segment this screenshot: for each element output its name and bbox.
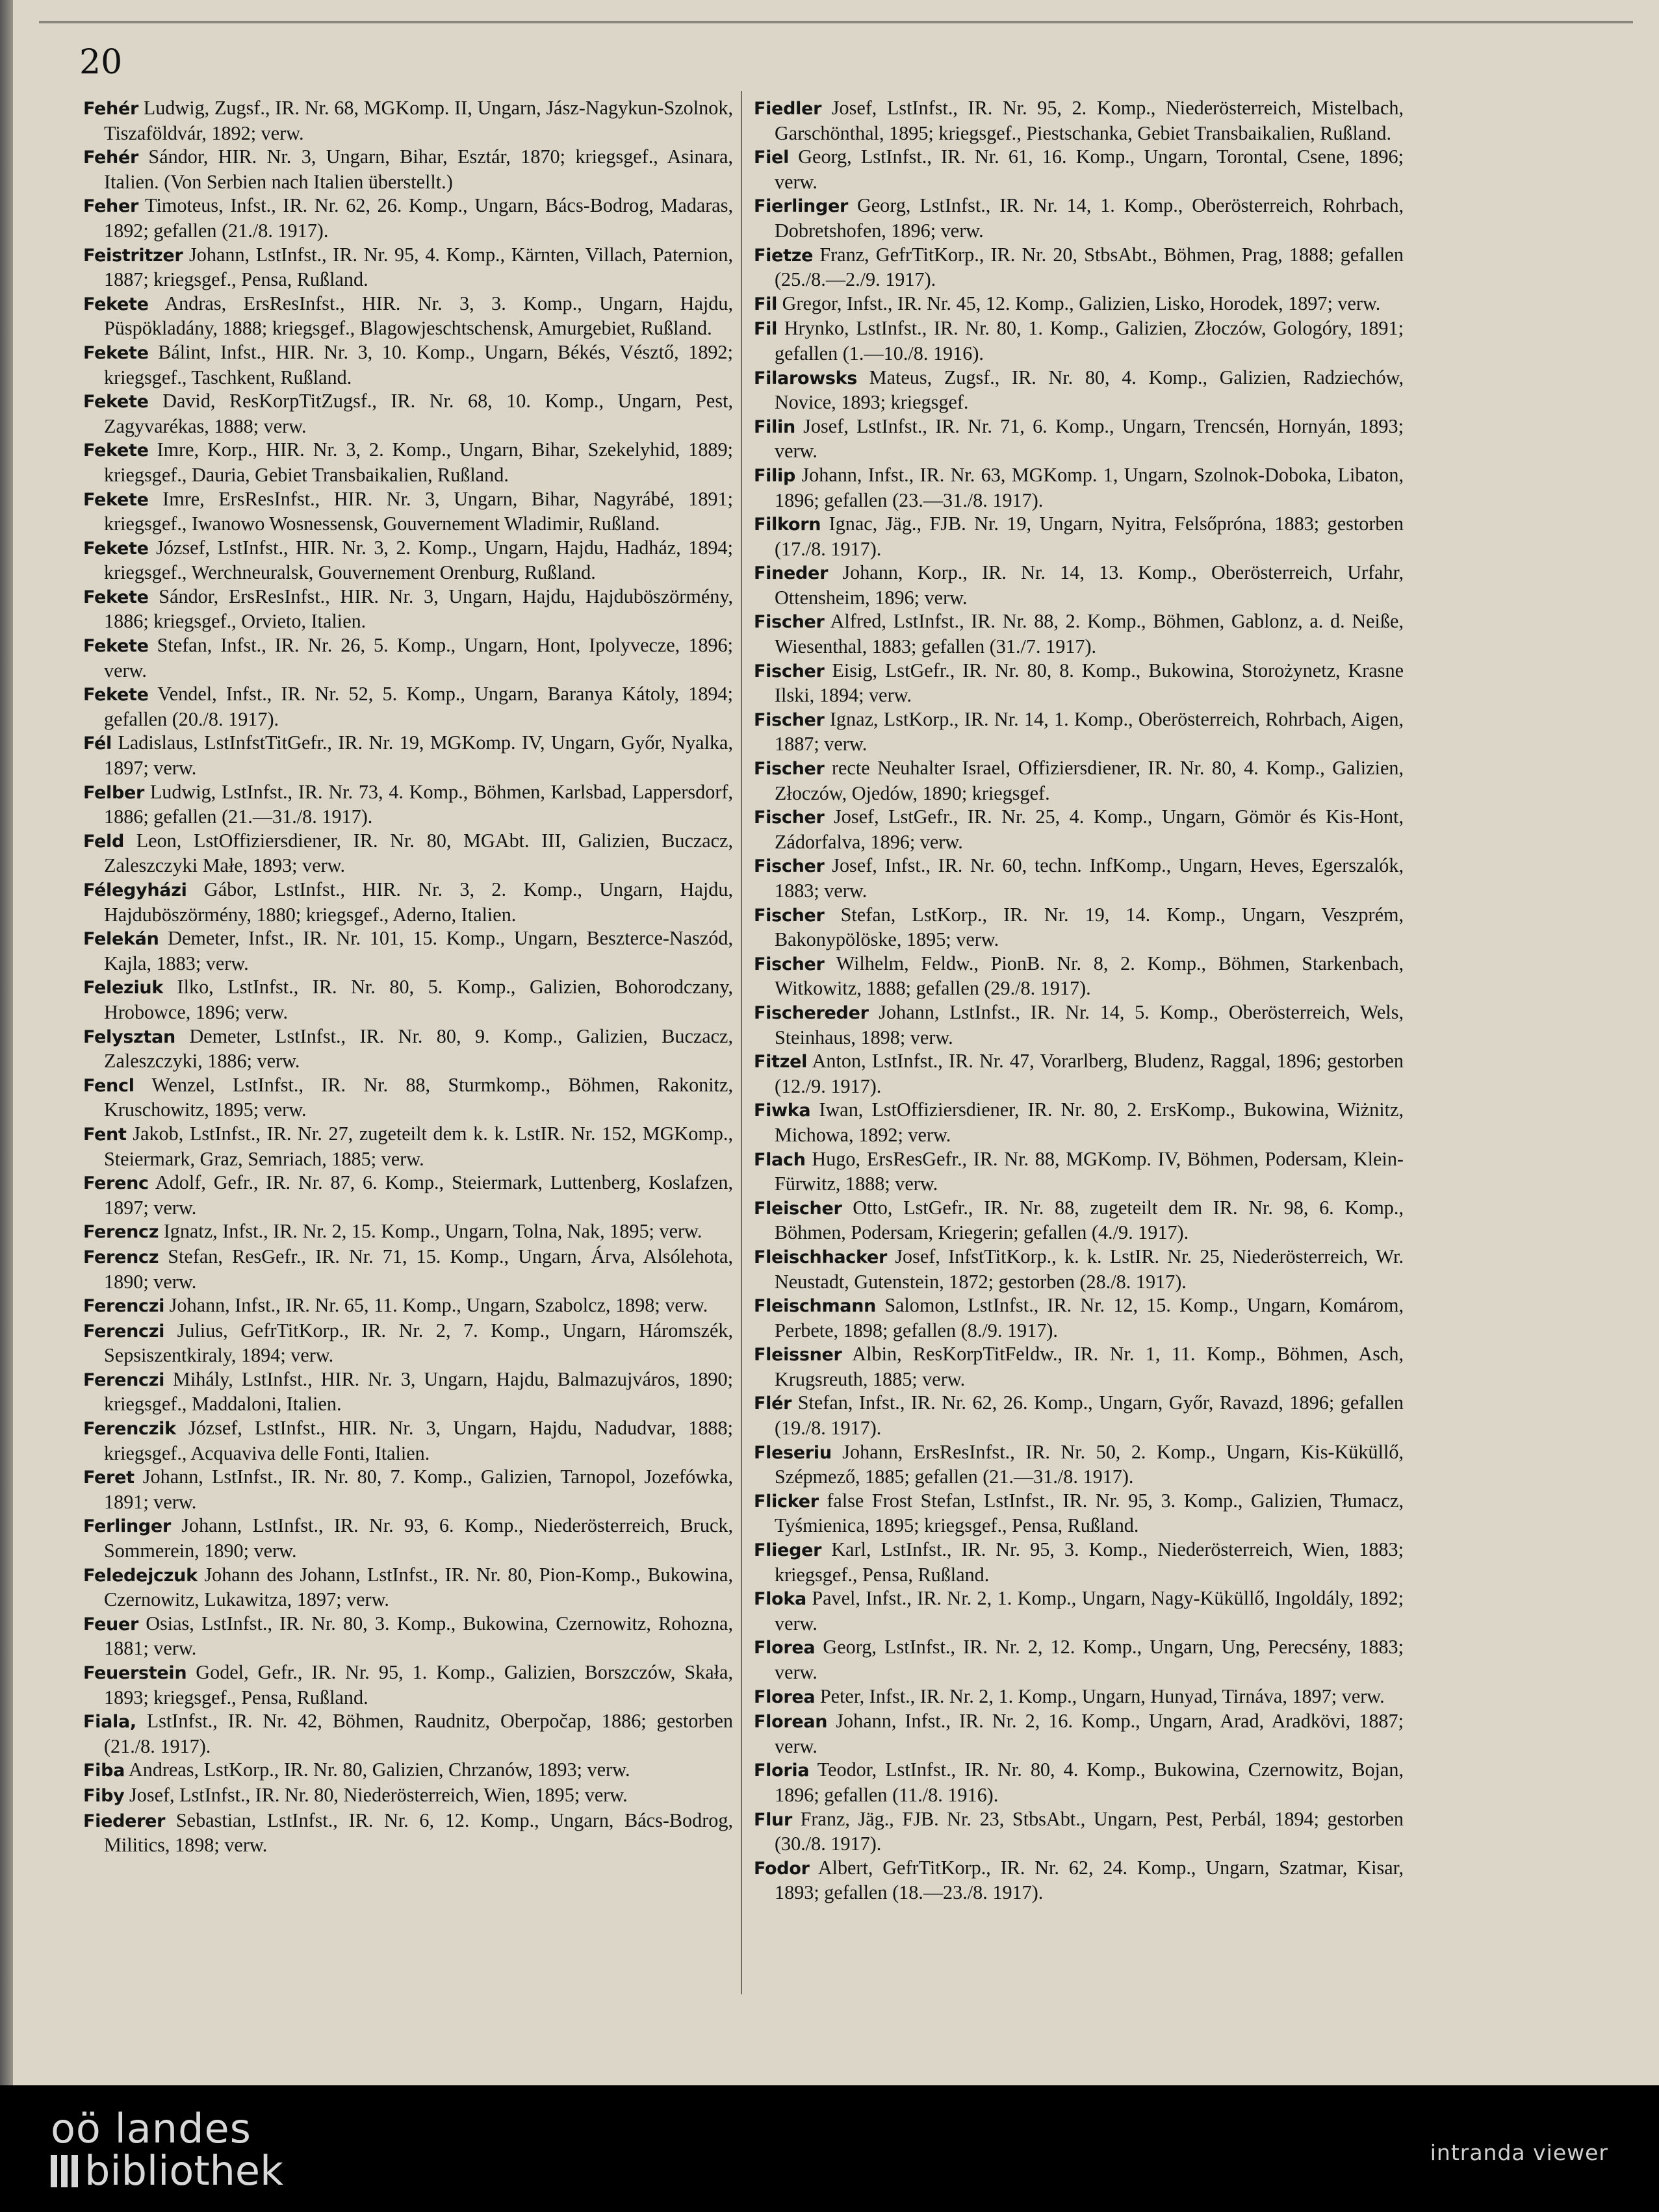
entry-surname: Fekete bbox=[83, 294, 149, 314]
entry-details: Johann, LstInfst., IR. Nr. 80, 7. Komp., Galizien, Tarnopol, Jozefówka, 1891; verw. bbox=[104, 1466, 733, 1513]
register-entry bbox=[754, 463, 1404, 512]
register-entry bbox=[83, 96, 733, 145]
register-entry bbox=[754, 561, 1404, 609]
entry-surname: Fekete bbox=[83, 538, 149, 559]
entry-details: Wenzel, LstInfst., IR. Nr. 88, Sturmkomp., Böhmen, Rakonitz, Kruschowitz, 1895; verw. bbox=[104, 1073, 733, 1121]
register-entry bbox=[754, 609, 1404, 658]
register-entry bbox=[83, 682, 733, 731]
entry-surname: Filip bbox=[754, 465, 796, 486]
register-entry bbox=[83, 1809, 733, 1857]
entry-details: Pavel, Infst., IR. Nr. 2, 1. Komp., Ungarn, Nagy-Küküllő, Ingoldály, 1892; verw. bbox=[775, 1587, 1404, 1634]
register-entry bbox=[754, 1391, 1404, 1440]
entry-details: Ilko, LstInfst., IR. Nr. 80, 5. Komp., Galizien, Bohorodczany, Hrobowce, 1896; verw. bbox=[104, 976, 733, 1023]
entry-surname: Fischer bbox=[754, 709, 825, 730]
entry-surname: Fischer bbox=[754, 905, 825, 926]
register-entry bbox=[754, 952, 1404, 1000]
register-entry bbox=[83, 340, 733, 389]
register-entry bbox=[754, 854, 1404, 902]
register-entry bbox=[83, 1660, 733, 1709]
entry-surname: Fleissner bbox=[754, 1345, 842, 1366]
register-entry bbox=[754, 1635, 1404, 1684]
entry-details: Jakob, LstInfst., IR. Nr. 27, zugeteilt dem k. k. LstIR. Nr. 152, MGKomp., Steiermark, Graz, Semriach, 1885; verw. bbox=[104, 1122, 733, 1170]
entry-surname: Fitzel bbox=[754, 1052, 808, 1073]
entry-surname: Fiba bbox=[83, 1761, 125, 1781]
register-entry bbox=[754, 96, 1404, 145]
register-entry bbox=[754, 1856, 1404, 1905]
entry-details: Albert, GefrTitKorp., IR. Nr. 62, 24. Komp., Ungarn, Szatmar, Kisar, 1893; gefallen (18.—23./8. 1917). bbox=[775, 1856, 1404, 1904]
register-entry bbox=[83, 194, 733, 242]
entry-surname: Fischer bbox=[754, 807, 825, 828]
entry-details: Imre, ErsResInfst., HIR. Nr. 3, Ungarn, Bihar, Nagyrábé, 1891; kriegsgef., Iwanowo Wosnessensk, Gouvernement Wladimir, Rußland. bbox=[104, 487, 733, 535]
entry-details: Andreas, LstKorp., IR. Nr. 80, Galizien, Chrzanów, 1893; verw. bbox=[125, 1759, 630, 1781]
entry-details: Franz, Jäg., FJB. Nr. 23, StbsAbt., Ungarn, Pest, Perbál, 1894; gestorben (30./8. 1917). bbox=[775, 1807, 1404, 1855]
entry-details: Johann, Infst., IR. Nr. 65, 11. Komp., Ungarn, Szabolcz, 1898; verw. bbox=[164, 1294, 708, 1317]
register-entry bbox=[83, 292, 733, 340]
entry-details: Adolf, Gefr., IR. Nr. 87, 6. Komp., Steiermark, Luttenberg, Koslafzen, 1897; verw. bbox=[104, 1171, 733, 1219]
entry-details: Josef, LstInfst., IR. Nr. 71, 6. Komp., Ungarn, Trencsén, Hornyán, 1893; verw. bbox=[775, 414, 1404, 463]
entry-surname: Fekete bbox=[83, 392, 149, 413]
entry-surname: Fietze bbox=[754, 245, 814, 266]
entry-details: Iwan, LstOffiziersdiener, IR. Nr. 80, 2. ErsKomp., Bukowina, Wiżnitz, Michowa, 1892; verw. bbox=[775, 1099, 1404, 1146]
entry-surname: Fiel bbox=[754, 147, 790, 168]
entry-details: Alfred, LstInfst., IR. Nr. 88, 2. Komp., Böhmen, Gablonz, a. d. Neiße, Wiesenthal, 1883; gefallen (31./7. 1917). bbox=[775, 610, 1404, 658]
entry-surname: Ferenczi bbox=[83, 1296, 165, 1317]
entry-surname: Flieger bbox=[754, 1540, 822, 1561]
entry-details: Johann, LstInfst., IR. Nr. 95, 4. Komp., Kärnten, Villach, Paternion, 1887; kriegsgef., Pensa, Rußland. bbox=[104, 243, 733, 291]
entry-details: Gábor, LstInfst., HIR. Nr. 3, 2. Komp., Ungarn, Hajdu, Hajduböszörmény, 1880; kriegsgef., Aderno, Italien. bbox=[104, 878, 733, 926]
entry-details: Ladislaus, LstInfstTitGefr., IR. Nr. 19, MGKomp. IV, Ungarn, Győr, Nyalka, 1897; verw. bbox=[104, 731, 733, 780]
entry-details: Julius, GefrTitKorp., IR. Nr. 2, 7. Komp., Ungarn, Háromszék, Sepsiszentkiraly, 1894; verw. bbox=[104, 1319, 733, 1367]
entry-details: Gregor, Infst., IR. Nr. 45, 12. Komp., Galizien, Lisko, Horodek, 1897; verw. bbox=[777, 292, 1381, 314]
entry-surname: Ferlinger bbox=[83, 1516, 171, 1537]
entry-details: József, LstInfst., HIR. Nr. 3, Ungarn, Hajdu, Nadudvar, 1888; kriegsgef., Acquaviva delle Fonti, Italien. bbox=[104, 1417, 733, 1464]
entry-surname: Felysztan bbox=[83, 1026, 175, 1047]
entry-details: Franz, GefrTitKorp., IR. Nr. 20, StbsAbt., Böhmen, Prag, 1888; gefallen (25./8.—2./9. 1917). bbox=[775, 243, 1404, 291]
entry-details: Stefan, LstKorp., IR. Nr. 19, 14. Komp., Ungarn, Veszprém, Bakonypölöske, 1895; verw. bbox=[775, 903, 1404, 951]
register-entry bbox=[83, 243, 733, 292]
register-entry bbox=[83, 975, 733, 1024]
library-logo[interactable] bbox=[51, 2105, 283, 2194]
entry-details: Sebastian, LstInfst., IR. Nr. 6, 12. Komp., Ungarn, Bács-Bodrog, Militics, 1898; verw. bbox=[104, 1809, 733, 1857]
register-entry bbox=[83, 878, 733, 926]
register-entry bbox=[754, 1758, 1404, 1807]
entry-surname: Flach bbox=[754, 1149, 806, 1170]
entry-details: Johann, Infst., IR. Nr. 63, MGKomp. 1, Ungarn, Szolnok-Doboka, Libaton, 1896; gefallen (23.—31./8. 1917). bbox=[775, 463, 1404, 511]
register-entry bbox=[83, 585, 733, 633]
entry-details: LstInfst., IR. Nr. 42, Böhmen, Raudnitz, Oberpočap, 1886; gestorben (21./8. 1917). bbox=[104, 1710, 733, 1757]
register-entry bbox=[754, 903, 1404, 952]
entry-details: Salomon, LstInfst., IR. Nr. 12, 15. Komp., Ungarn, Komárom, Perbete, 1898; gefallen (8./9. 1917). bbox=[775, 1294, 1404, 1341]
entry-surname: Ferenc bbox=[83, 1173, 149, 1194]
entry-details: József, LstInfst., HIR. Nr. 3, 2. Komp., Ungarn, Hajdu, Hadház, 1894; kriegsgef., Werchneuralsk, Gouvernement Orenburg, Rußland. bbox=[104, 536, 733, 584]
entry-surname: Florea bbox=[754, 1638, 816, 1659]
entry-surname: Florean bbox=[754, 1712, 828, 1733]
entry-details: Josef, Infst., IR. Nr. 60, techn. InfKomp., Ungarn, Heves, Egerszalók, 1883; verw. bbox=[775, 854, 1404, 902]
entry-surname: Felekán bbox=[83, 929, 159, 950]
entry-details: Georg, LstInfst., IR. Nr. 2, 12. Komp., Ungarn, Ung, Perecsény, 1883; verw. bbox=[775, 1636, 1404, 1683]
entry-details: Sándor, ErsResInfst., HIR. Nr. 3, Ungarn, Hajdu, Hajduböszörmény, 1886; kriegsgef., Orvieto, Italien. bbox=[104, 585, 733, 633]
entry-details: Anton, LstInfst., IR. Nr. 47, Vorarlberg, Bludenz, Raggal, 1896; gestorben (12./9. 1917). bbox=[775, 1050, 1404, 1097]
register-entry bbox=[83, 1245, 733, 1293]
entry-surname: Fleischer bbox=[754, 1198, 842, 1219]
entry-surname: Fél bbox=[83, 733, 112, 754]
entry-surname: Ferenczi bbox=[83, 1321, 165, 1341]
entry-details: Peter, Infst., IR. Nr. 2, 1. Komp., Ungarn, Hunyad, Tirnáva, 1897; verw. bbox=[815, 1684, 1385, 1707]
entry-surname: Filarowsks bbox=[754, 368, 858, 388]
register-entry bbox=[754, 194, 1404, 242]
register-entry bbox=[754, 1538, 1404, 1586]
register-entry bbox=[754, 1586, 1404, 1635]
entry-details: Stefan, Infst., IR. Nr. 26, 5. Komp., Ungarn, Hont, Ipolyvecze, 1896; verw. bbox=[104, 634, 733, 681]
register-entry bbox=[83, 1219, 733, 1245]
entry-details: Albin, ResKorpTitFeldw., IR. Nr. 1, 11. Komp., Böhmen, Asch, Krugsreuth, 1885; verw. bbox=[775, 1343, 1404, 1390]
entry-details: Timoteus, Infst., IR. Nr. 62, 26. Komp., Ungarn, Bács-Bodrog, Madaras, 1892; gefallen (21./8. 1917). bbox=[104, 194, 733, 242]
entry-details: Sándor, HIR. Nr. 3, Ungarn, Bihar, Esztár, 1870; kriegsgef., Asinara, Italien. (Von Serbien nach Italien überstellt.) bbox=[104, 146, 733, 193]
entry-surname: Floka bbox=[754, 1589, 806, 1610]
entry-details: Josef, InfstTitKorp., k. k. LstIR. Nr. 25, Niederösterreich, Wr. Neustadt, Gutenstein, 1872; gestorben (28./8. 1917). bbox=[775, 1245, 1404, 1293]
entry-details: Johann, ErsResInfst., IR. Nr. 50, 2. Komp., Ungarn, Kis-Küküllő, Szépmező, 1885; gefallen (21.—31./8. 1917). bbox=[775, 1440, 1404, 1488]
entry-surname: Fineder bbox=[754, 563, 829, 584]
register-entry bbox=[83, 1073, 733, 1122]
entry-details: Wilhelm, Feldw., PionB. Nr. 8, 2. Komp., Böhmen, Starkenbach, Witkowitz, 1888; gefallen (29./8. 1917). bbox=[775, 952, 1404, 1000]
register-entry bbox=[754, 1245, 1404, 1293]
entry-details: Ludwig, LstInfst., IR. Nr. 73, 4. Komp., Böhmen, Karlsbad, Lappersdorf, 1886; gefallen (21.—31./8. 1917). bbox=[104, 780, 733, 828]
entry-details: Bálint, Infst., HIR. Nr. 3, 10. Komp., Ungarn, Békés, Vésztő, 1892; kriegsgef., Taschkent, Rußland. bbox=[104, 340, 733, 388]
register-entry bbox=[83, 1024, 733, 1073]
register-entry bbox=[754, 1049, 1404, 1098]
entry-surname: Fekete bbox=[83, 587, 149, 607]
register-entry bbox=[754, 512, 1404, 561]
entry-details: Demeter, LstInfst., IR. Nr. 80, 9. Komp., Galizien, Buczacz, Zaleszczyki, 1886; verw. bbox=[104, 1024, 733, 1073]
register-entry bbox=[83, 145, 733, 194]
register-entry bbox=[83, 1563, 733, 1612]
entry-details: Eisig, LstGefr., IR. Nr. 80, 8. Komp., Bukowina, Storożynetz, Krasne Ilski, 1894; verw. bbox=[775, 659, 1404, 707]
entry-surname: Fehér bbox=[83, 147, 139, 168]
entry-surname: Fleseriu bbox=[754, 1442, 832, 1463]
entry-details: Johann, LstInfst., IR. Nr. 93, 6. Komp., Niederösterreich, Bruck, Sommerein, 1890; verw. bbox=[104, 1514, 733, 1562]
register-entry bbox=[83, 438, 733, 487]
entry-surname: Fent bbox=[83, 1124, 127, 1145]
entry-surname: Fil bbox=[754, 294, 778, 314]
register-entry bbox=[83, 1612, 733, 1660]
entry-details: recte Neuhalter Israel, Offiziersdiener, IR. Nr. 80, 4. Komp., Galizien, Złoczów, Ojedów, 1890; kriegsgef. bbox=[775, 757, 1404, 804]
entry-surname: Feld bbox=[83, 831, 125, 852]
register-entry bbox=[83, 536, 733, 585]
register-entry bbox=[83, 1122, 733, 1171]
entry-surname: Feuer bbox=[83, 1614, 139, 1634]
register-entry bbox=[83, 1171, 733, 1219]
entry-surname: Feledejczuk bbox=[83, 1565, 198, 1586]
register-entry bbox=[754, 805, 1404, 854]
column-right bbox=[754, 96, 1404, 1905]
register-entry bbox=[83, 1465, 733, 1514]
register-entry bbox=[83, 829, 733, 878]
entry-details: Ignac, Jäg., FJB. Nr. 19, Ungarn, Nyitra, Felsőpróna, 1883; gestorben (17./8. 1917). bbox=[775, 513, 1404, 560]
register-entry bbox=[83, 1416, 733, 1465]
register-entry bbox=[83, 389, 733, 438]
register-entry bbox=[83, 780, 733, 829]
register-entry bbox=[83, 926, 733, 975]
entry-details: Godel, Gefr., IR. Nr. 95, 1. Komp., Galizien, Borszczów, Skała, 1893; kriegsgef., Pensa, Rußland. bbox=[104, 1661, 733, 1709]
entry-details: Ignatz, Infst., IR. Nr. 2, 15. Komp., Ungarn, Tolna, Nak, 1895; verw. bbox=[159, 1220, 702, 1243]
entry-surname: Fiederer bbox=[83, 1811, 166, 1831]
register-entry bbox=[83, 1783, 733, 1809]
entry-surname: Fil bbox=[754, 319, 778, 340]
register-entry bbox=[754, 1147, 1404, 1196]
entry-surname: Fierlinger bbox=[754, 196, 849, 217]
entry-details: Ludwig, Zugsf., IR. Nr. 68, MGKomp. II, Ungarn, Jász-Nagykun-Szolnok, Tiszaföldvár, 1892; verw. bbox=[104, 97, 733, 144]
entry-surname: Feher bbox=[83, 196, 139, 217]
entry-details: false Frost Stefan, LstInfst., IR. Nr. 95, 3. Komp., Galizien, Tłumacz, Tyśmienica, 1895; kriegsgef., Pensa, Rußland. bbox=[775, 1489, 1404, 1537]
register-entry bbox=[754, 1342, 1404, 1391]
entry-surname: Feret bbox=[83, 1468, 135, 1488]
entry-details: Josef, LstInfst., IR. Nr. 95, 2. Komp., Niederösterreich, Mistelbach, Garschönthal, 1895; kriegsgef., Piestschanka, Gebiet Transbaikalien, Rußland. bbox=[775, 97, 1404, 144]
register-entry bbox=[754, 292, 1404, 317]
register-entry bbox=[754, 1489, 1404, 1538]
entry-details: Stefan, Infst., IR. Nr. 62, 26. Komp., Ungarn, Győr, Ravazd, 1896; gefallen (19./8. 1917). bbox=[775, 1392, 1404, 1440]
column-left bbox=[83, 96, 733, 1857]
entry-details: Johann, Infst., IR. Nr. 2, 16. Komp., Ungarn, Arad, Aradkövi, 1887; verw. bbox=[775, 1710, 1404, 1757]
register-entry bbox=[83, 1293, 733, 1319]
entry-surname: Fencl bbox=[83, 1075, 135, 1096]
entry-surname: Feleziuk bbox=[83, 978, 163, 998]
register-entry bbox=[754, 1709, 1404, 1758]
entry-details: Hrynko, LstInfst., IR. Nr. 80, 1. Komp., Galizien, Złoczów, Gologóry, 1891; gefallen (1.—10./8. 1916). bbox=[775, 317, 1404, 364]
register-entry bbox=[83, 1758, 733, 1783]
entry-details: Karl, LstInfst., IR. Nr. 95, 3. Komp., Niederösterreich, Wien, 1883; kriegsgef., Pensa, Rußland. bbox=[775, 1538, 1404, 1586]
register-entry bbox=[754, 316, 1404, 365]
logo-line-1: oö landes bbox=[51, 2105, 251, 2152]
entry-details: Imre, Korp., HIR. Nr. 3, 2. Komp., Ungarn, Bihar, Szekelyhid, 1889; kriegsgef., Dauria, Gebiet Transbaikalien, Rußland. bbox=[104, 439, 733, 486]
logo-line-2-wrap bbox=[51, 2147, 283, 2194]
entry-details: Josef, LstGefr., IR. Nr. 25, 4. Komp., Ungarn, Gömör és Kis-Hont, Zádorfalva, 1896; verw. bbox=[775, 806, 1404, 853]
entry-surname: Fischer bbox=[754, 759, 825, 780]
entry-details: Georg, LstInfst., IR. Nr. 61, 16. Komp., Ungarn, Torontal, Csene, 1896; verw. bbox=[775, 146, 1404, 193]
entry-surname: Ferencz bbox=[83, 1222, 159, 1243]
entry-surname: Fiala, bbox=[83, 1712, 136, 1733]
entry-surname: Floria bbox=[754, 1761, 810, 1781]
entry-details: Stefan, ResGefr., IR. Nr. 71, 15. Komp., Ungarn, Árva, Alsólehota, 1890; verw. bbox=[104, 1245, 733, 1293]
logo-bars-icon bbox=[51, 2155, 78, 2187]
register-entry bbox=[754, 756, 1404, 805]
entry-surname: Ferenczik bbox=[83, 1419, 176, 1440]
entry-surname: Fischer bbox=[754, 954, 825, 974]
entry-surname: Fiwka bbox=[754, 1100, 811, 1121]
entry-details: Mateus, Zugsf., IR. Nr. 80, 4. Komp., Galizien, Radziechów, Novice, 1893; kriegsgef. bbox=[775, 366, 1404, 414]
entry-details: Osias, LstInfst., IR. Nr. 80, 3. Komp., Bukowina, Czernowitz, Rohozna, 1881; verw. bbox=[104, 1612, 733, 1660]
entry-details: Vendel, Infst., IR. Nr. 52, 5. Komp., Ungarn, Baranya Kátoly, 1894; gefallen (20./8. 1917). bbox=[104, 683, 733, 730]
register-entry bbox=[754, 1440, 1404, 1489]
entry-surname: Feuerstein bbox=[83, 1663, 187, 1683]
column-divider bbox=[741, 91, 742, 1994]
entry-details: Leon, LstOffiziersdiener, IR. Nr. 80, MGAbt. III, Galizien, Buczacz, Zaleszczyki Małe, 1893; verw. bbox=[104, 829, 733, 877]
viewer-label[interactable]: intranda viewer bbox=[1430, 2140, 1608, 2165]
top-rule bbox=[39, 21, 1633, 23]
register-entry bbox=[754, 243, 1404, 292]
entry-surname: Filin bbox=[754, 416, 795, 437]
entry-details: Otto, LstGefr., IR. Nr. 88, zugeteilt dem IR. Nr. 98, 6. Komp., Böhmen, Podersam, Kriegerin; gefallen (4./9. 1917). bbox=[775, 1196, 1404, 1244]
register-entry bbox=[754, 145, 1404, 194]
entry-surname: Fleischmann bbox=[754, 1296, 877, 1317]
entry-surname: Fekete bbox=[83, 489, 149, 510]
entry-details: Andras, ErsResInfst., HIR. Nr. 3, 3. Komp., Ungarn, Hajdu, Püspökladány, 1888; kriegsgef., Blagowjeschtschensk, Amurgebiet, Rußland. bbox=[104, 292, 733, 340]
entry-surname: Fodor bbox=[754, 1858, 810, 1879]
entry-surname: Flicker bbox=[754, 1491, 819, 1512]
entry-surname: Fekete bbox=[83, 440, 149, 461]
entry-surname: Ferenczi bbox=[83, 1369, 165, 1390]
register-entry bbox=[83, 1514, 733, 1562]
logo-line-2: bibliothek bbox=[84, 2147, 283, 2194]
entry-surname: Florea bbox=[754, 1686, 816, 1707]
register-entry bbox=[754, 414, 1404, 463]
entry-surname: Fischer bbox=[754, 661, 825, 681]
entry-surname: Fekete bbox=[83, 636, 149, 657]
entry-surname: Fekete bbox=[83, 685, 149, 706]
entry-surname: Fiedler bbox=[754, 99, 822, 119]
entry-surname: Flur bbox=[754, 1809, 793, 1830]
entry-details: David, ResKorpTitZugsf., IR. Nr. 68, 10. Komp., Ungarn, Pest, Zagyvarékas, 1888; verw. bbox=[104, 390, 733, 437]
entry-surname: Filkorn bbox=[754, 515, 821, 535]
page-number: 20 bbox=[79, 43, 123, 82]
register-entry bbox=[754, 707, 1404, 756]
entry-details: Ignaz, LstKorp., IR. Nr. 14, 1. Komp., Oberösterreich, Rohrbach, Aigen, 1887; verw. bbox=[775, 707, 1404, 756]
entry-details: Hugo, ErsResGefr., IR. Nr. 88, MGKomp. IV, Böhmen, Podersam, Klein-Fürwitz, 1888; verw. bbox=[775, 1147, 1404, 1195]
entry-surname: Félegyházi bbox=[83, 880, 187, 900]
register-entry bbox=[754, 366, 1404, 414]
register-entry bbox=[83, 633, 733, 682]
entry-surname: Fischer bbox=[754, 612, 825, 633]
entry-surname: Fiby bbox=[83, 1785, 125, 1806]
register-entry bbox=[754, 1293, 1404, 1342]
register-entry bbox=[83, 1367, 733, 1416]
register-entry bbox=[83, 1709, 733, 1758]
entry-surname: Fekete bbox=[83, 342, 149, 363]
entry-surname: Fischereder bbox=[754, 1002, 869, 1023]
register-entry bbox=[754, 1196, 1404, 1245]
entry-surname: Ferencz bbox=[83, 1247, 159, 1267]
register-entry bbox=[83, 487, 733, 536]
register-entry bbox=[754, 1807, 1404, 1856]
entry-details: Johann, Korp., IR. Nr. 14, 13. Komp., Oberösterreich, Urfahr, Ottensheim, 1896; verw. bbox=[775, 561, 1404, 609]
register-entry bbox=[83, 1319, 733, 1367]
register-entry bbox=[754, 659, 1404, 707]
entry-details: Demeter, Infst., IR. Nr. 101, 15. Komp., Ungarn, Beszterce-Naszód, Kajla, 1883; verw. bbox=[104, 927, 733, 974]
entry-details: Mihály, LstInfst., HIR. Nr. 3, Ungarn, Hajdu, Balmazujváros, 1890; kriegsgef., Maddaloni, Italien. bbox=[104, 1367, 733, 1416]
entry-details: Josef, LstInfst., IR. Nr. 80, Niederösterreich, Wien, 1895; verw. bbox=[124, 1783, 628, 1806]
entry-surname: Feistritzer bbox=[83, 245, 183, 266]
register-entry bbox=[754, 1000, 1404, 1049]
entry-surname: Fehér bbox=[83, 99, 139, 119]
register-entry bbox=[754, 1684, 1404, 1710]
register-entry bbox=[83, 731, 733, 780]
entry-details: Johann, LstInfst., IR. Nr. 14, 5. Komp., Oberösterreich, Wels, Steinhaus, 1898; verw. bbox=[775, 1000, 1404, 1049]
entry-surname: Felber bbox=[83, 782, 145, 803]
entry-details: Georg, LstInfst., IR. Nr. 14, 1. Komp., Oberösterreich, Rohrbach, Dobretshofen, 1896; verw. bbox=[775, 194, 1404, 242]
entry-surname: Flér bbox=[754, 1393, 792, 1414]
entry-details: Teodor, LstInfst., IR. Nr. 80, 4. Komp., Bukowina, Czernowitz, Bojan, 1896; gefallen (11./8. 1916). bbox=[775, 1759, 1404, 1806]
entry-surname: Fischer bbox=[754, 856, 825, 877]
entry-surname: Fleischhacker bbox=[754, 1247, 887, 1267]
register-entry bbox=[754, 1098, 1404, 1147]
entry-details: Johann des Johann, LstInfst., IR. Nr. 80, Pion-Komp., Bukowina, Czernowitz, Lukawitza, 1897; verw. bbox=[104, 1563, 733, 1611]
